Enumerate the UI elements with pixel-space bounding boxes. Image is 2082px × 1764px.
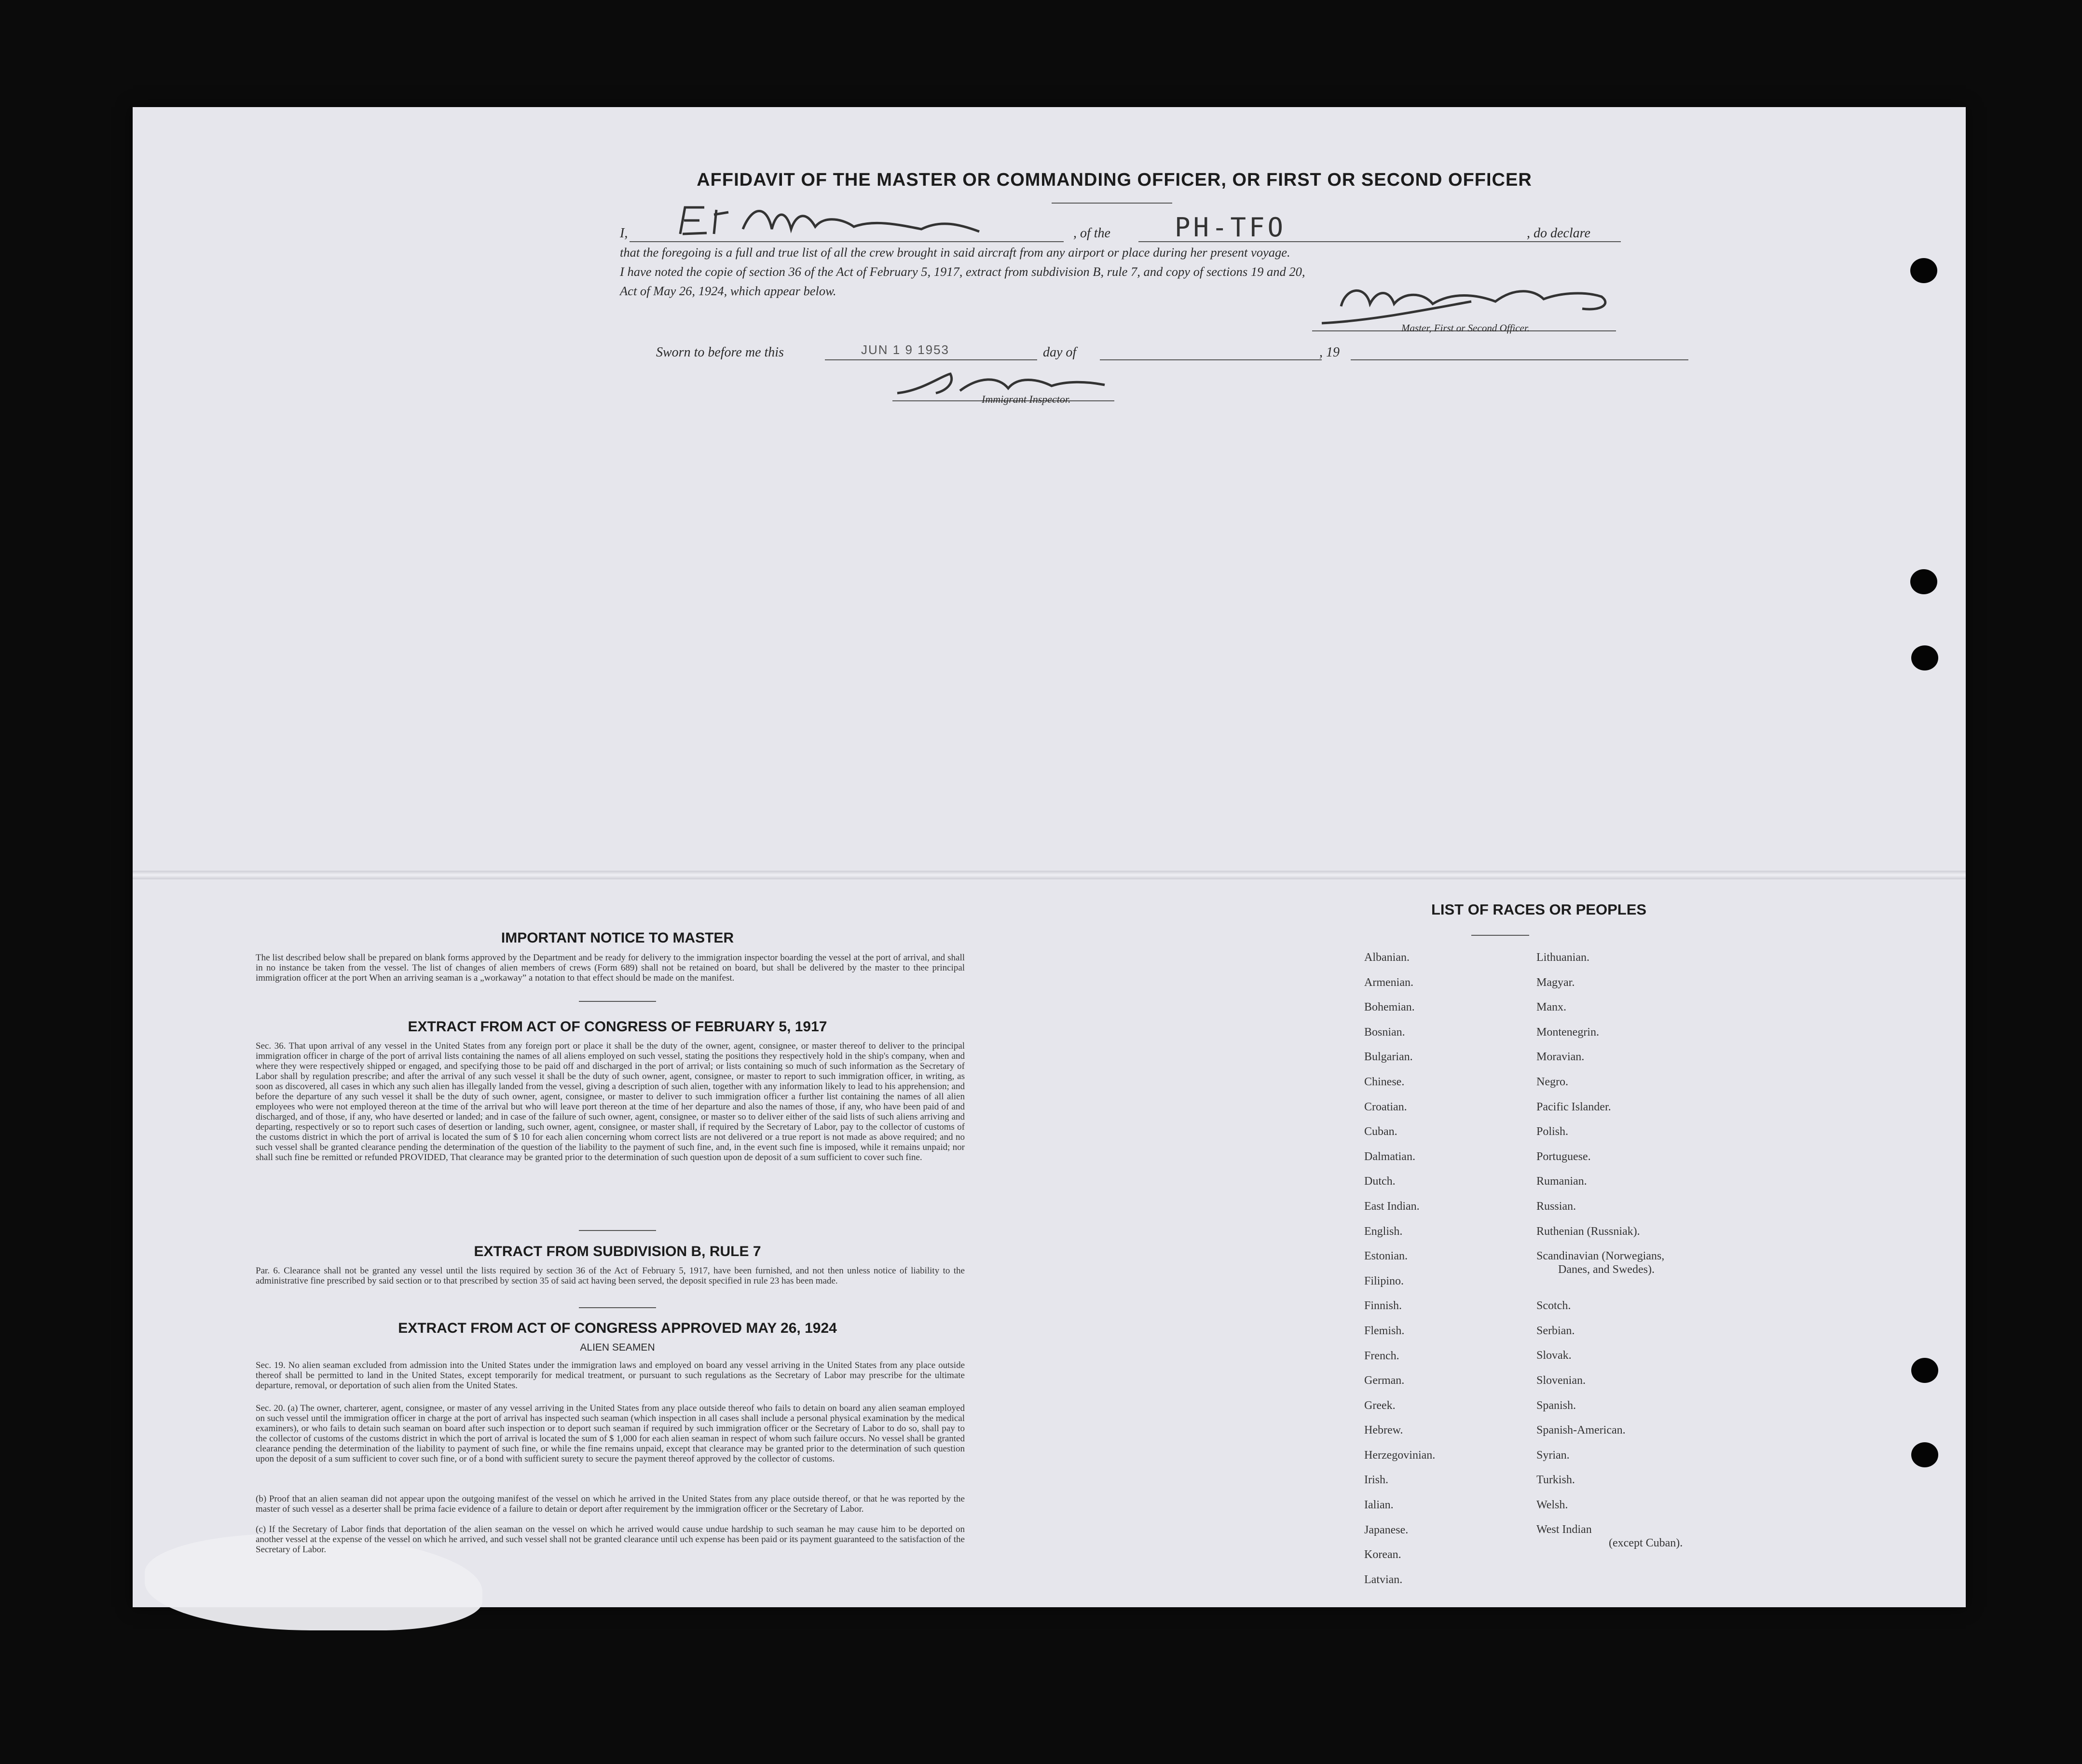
races-column-2 [1536, 951, 1683, 1562]
race-item: Lithuanian. [1536, 951, 1589, 964]
binder-hole [1910, 569, 1937, 594]
race-item: Korean. [1364, 1548, 1401, 1561]
month-line [1100, 359, 1322, 360]
race-item: Moravian. [1536, 1051, 1585, 1064]
notice-body: The list described below shall be prepared on blank forms approved by the Department and be ready for delivery to the immigration inspector boarding the vessel at the port of arrival, and shall in no instance be taken from the vessel. The list of changes of alien members of crews (Form 689) shall not be retained on board, but shall be delivered by the master to thee principal immigration officer at the port When an arriving seaman is a „workaway” a notation to that effect should be made on the manifest. [256, 953, 965, 983]
binder-hole [1910, 258, 1937, 283]
race-item: Estonian. [1364, 1250, 1408, 1263]
race-item: Chinese. [1364, 1075, 1405, 1088]
fold-line [133, 871, 1966, 879]
race-item: Finnish. [1364, 1299, 1402, 1313]
name-line [630, 241, 1064, 242]
sec20c-body: (c) If the Secretary of Labor finds that deportation of the alien seaman on the vessel on which he arrived would cause undue hardship to such seaman he may cause him to be deported on another vessel at the expense of the vessel on which he arrived, and such vessel shall not be granted clearance until uch expense has been paid or its payment guaranteed to the satisfaction of the Secretary of Labor. [256, 1524, 965, 1555]
race-item: West Indian [1536, 1523, 1592, 1536]
year-label: , 19 [1319, 345, 1340, 360]
race-item: Spanish-American. [1536, 1424, 1626, 1437]
do-declare-label: , do declare [1527, 226, 1590, 241]
race-item: Welsh. [1536, 1498, 1568, 1511]
race-item: Armenian. [1364, 976, 1413, 989]
affidavit-line-4: Act of May 26, 1924, which appear below. [620, 284, 836, 298]
race-item: Hebrew. [1364, 1424, 1403, 1437]
binder-hole [1911, 645, 1938, 670]
race-item: Portuguese. [1536, 1150, 1591, 1163]
sec19-body: Sec. 19. No alien seaman excluded from admission into the United States under the immigration laws and employed on board any vessel arriving in the United States from any place outside thereof shall be permitted to land in the United States, except temporarily for medical treatment, or pursuant to such regulations as the Secretary of Labor may prescribe for the ultimate departure, removal, or deportation of such alien from the United States. [256, 1360, 965, 1391]
races-column-1 [1364, 951, 1435, 1598]
race-item: Rumanian. [1536, 1175, 1587, 1188]
master-caption: Master, First or Second Officer. [1401, 322, 1530, 334]
affidavit-title: AFFIDAVIT OF THE MASTER OR COMMANDING OFFICER, OR FIRST OR SECOND OFFICER [697, 170, 1532, 190]
race-item-continued: Danes, and Swedes). [1558, 1263, 1655, 1276]
race-item: Scandinavian (Norwegians, [1536, 1250, 1665, 1263]
race-item: Irish. [1364, 1474, 1388, 1487]
race-item: English. [1364, 1225, 1403, 1238]
race-item: French. [1364, 1349, 1399, 1362]
race-item: Ialian. [1364, 1499, 1394, 1512]
sec20b-body: (b) Proof that an alien seaman did not appear upon the outgoing manifest of the vessel on which he arrived in the United States from any place outside thereof, or that he was reported by the master of such vessel as a deserter shall be prima facie evidence of a failure to detain or deport after requirement by the immigration officer or the Secretary of Labor. [256, 1494, 965, 1514]
sec20a-body: Sec. 20. (a) The owner, charterer, agent, consignee, or master of any vessel arriving in the United States from any place outside thereof who fails to detain on board any alien seaman employed on such vessel until the immigration officer in charge at the port of arrival has inspected such seaman (which inspection in all cases shall include a personal physical examination by the medical examiners), or who fails to detain such seaman on board after such inspection or to deport such seaman if required by such immigration officer or the Secretary of Labor to do so, shall pay to the collector of customs of the customs district in which the port of arrival is located the sum of $ 1,000 for each alien seaman in respect of whom such failure occurs. No vessel shall be granted clearance pending the determination of the liability to payment of such fine, or while the fine remains unpaid, except that clearance may be granted prior to the determination of such question upon the deposit of a sum sufficient to cover such fine, or of a bond with sufficient surety to secure the payment thereof approved by the collector of customs. [256, 1403, 965, 1464]
notice-title: IMPORTANT NOTICE TO MASTER [501, 930, 734, 946]
race-item: Russian. [1536, 1200, 1576, 1213]
race-item: Flemish. [1364, 1324, 1405, 1337]
affidavit-line-3: I have noted the copie of section 36 of the Act of February 5, 1917, extract from subdivision B, rule 7, and copy of sections 19 and 20, [620, 264, 1305, 279]
notice-rule [579, 1001, 656, 1002]
race-item: Spanish. [1536, 1399, 1576, 1412]
affidavit-i-label: I, [620, 226, 628, 241]
title-underline [1052, 203, 1172, 204]
race-item: Pacific Islander. [1536, 1100, 1611, 1113]
race-item: Cuban. [1364, 1125, 1397, 1138]
inspector-caption: Immigrant Inspector. [982, 393, 1071, 405]
sworn-date-stamp: JUN 1 9 1953 [861, 342, 949, 357]
race-item: Bulgarian. [1364, 1051, 1413, 1064]
race-item: Albanian. [1364, 951, 1410, 964]
race-item: German. [1364, 1374, 1405, 1387]
master-name-signature [671, 200, 1008, 244]
race-item: Herzegovinian. [1364, 1449, 1436, 1462]
race-item: Japanese. [1364, 1523, 1409, 1536]
rule7-title: EXTRACT FROM SUBDIVISION B, RULE 7 [474, 1244, 761, 1259]
extract-1917-rule [579, 1230, 656, 1231]
aircraft-registration: PH-TFO [1175, 212, 1287, 243]
race-item: Greek. [1364, 1399, 1396, 1412]
race-item: Scotch. [1536, 1299, 1571, 1313]
extract-1924-subtitle: ALIEN SEAMEN [580, 1342, 655, 1353]
sworn-label: Sworn to before me this [656, 345, 784, 360]
day-of-label: day of [1043, 345, 1077, 360]
race-item: Montenegrin. [1536, 1026, 1599, 1039]
race-item: Latvian. [1364, 1573, 1403, 1586]
race-item: Bosnian. [1364, 1026, 1405, 1039]
rule7-rule [579, 1307, 656, 1308]
race-item: Croatian. [1364, 1100, 1407, 1113]
extract-1917-title: EXTRACT FROM ACT OF CONGRESS OF FEBRUARY 5, 1917 [408, 1019, 827, 1035]
year-line [1351, 359, 1688, 360]
race-item: Slovenian. [1536, 1374, 1586, 1387]
aircraft-line [1138, 241, 1621, 242]
extract-1924-title: EXTRACT FROM ACT OF CONGRESS APPROVED MAY 26, 1924 [398, 1320, 837, 1336]
race-item: Bohemian. [1364, 1001, 1415, 1014]
race-item: Filipino. [1364, 1274, 1404, 1287]
race-item: Slovak. [1536, 1349, 1572, 1362]
race-item-continued: (except Cuban). [1609, 1537, 1683, 1550]
binder-hole [1911, 1442, 1938, 1467]
race-item: Ruthenian (Russniak). [1536, 1225, 1640, 1238]
of-the-label: , of the [1073, 226, 1110, 241]
races-rule [1471, 935, 1529, 936]
sworn-date-line [825, 359, 1037, 360]
binder-hole [1911, 1358, 1938, 1383]
race-item: East Indian. [1364, 1200, 1420, 1213]
race-item: Dalmatian. [1364, 1150, 1415, 1163]
race-item: Negro. [1536, 1075, 1568, 1088]
race-item: Syrian. [1536, 1449, 1570, 1462]
race-item: Serbian. [1536, 1324, 1575, 1337]
race-item: Magyar. [1536, 976, 1575, 989]
races-title: LIST OF RACES OR PEOPLES [1431, 901, 1647, 918]
race-item: Manx. [1536, 1001, 1566, 1014]
rule7-body: Par. 6. Clearance shall not be granted any vessel until the lists required by section 36 of the Act of February 5, 1917, have been furnished, and not then unless notice of liability to the administrative fine prescribed by said section or to that prescribed by section 35 of said act having been served, the deposit specified in rule 23 has been made. [256, 1266, 965, 1286]
race-item: Turkish. [1536, 1474, 1575, 1487]
race-item: Polish. [1536, 1125, 1569, 1138]
race-item: Dutch. [1364, 1175, 1396, 1188]
affidavit-line-2: that the foregoing is a full and true list of all the crew brought in said aircraft from any airport or place during her present voyage. [620, 245, 1290, 260]
extract-1917-body: Sec. 36. That upon arrival of any vessel in the United States from any foreign port or place it shall be the duty of the owner, agent, consignee, or master thereof to deliver to the principal immigration officer in charge of the port of arrival lists containing the names of all aliens employed on such vessel, stating the positions they respectively hold in the ship's company, when and where they were respectively shipped or engaged, and specifying those to be paid off and discharged in the port of arrival; or lists containing so much of such information as the Secretary of Labor shall by regulation prescribe; and after the arrival of any such vessel it shall be the duty of such owner, agent, consignee, or master to report to such immigration officer, in writing, as soon as discovered, all cases in which any such alien has illegally landed from the vessel, giving a description of such alien, together with any information likely to lead to his apprehension; and before the departure of any such vessel it shall be the duty of such owner, agent, consignee, or master to deliver to such immigration officer a further list containing the names of all alien employees who were not employed thereon at the time of the arrival but who will leave port thereon at the time of her departure and also the names of those, if any, who have been paid of and discharged, and of those, if any, who have deserted or landed; and in case of the failure of such owner, agent, consignee, or master so to deliver either of the said lists of such aliens arriving and departing, respectively or so to report such cases of desertion or landing, such owner, agent, consignee, or master shall, if required by the Secretary of Labor, pay to the collector of customs of the customs district in which the port of arrival is located the sum of $ 10 for each alien concerning whom correct lists are not delivered or a true report is not made as above required; and no such vessel shall be granted clearance pending the determination of the question of the liability to the payment of such fine, and, in the event such fine is imposed, while it remains unpaid; nor shall such fine be remitted or refunded PROVIDED, That clearance may be granted prior to the determination of such question upon de deposit of a sum sufficient to cover such fine. [256, 1041, 965, 1162]
